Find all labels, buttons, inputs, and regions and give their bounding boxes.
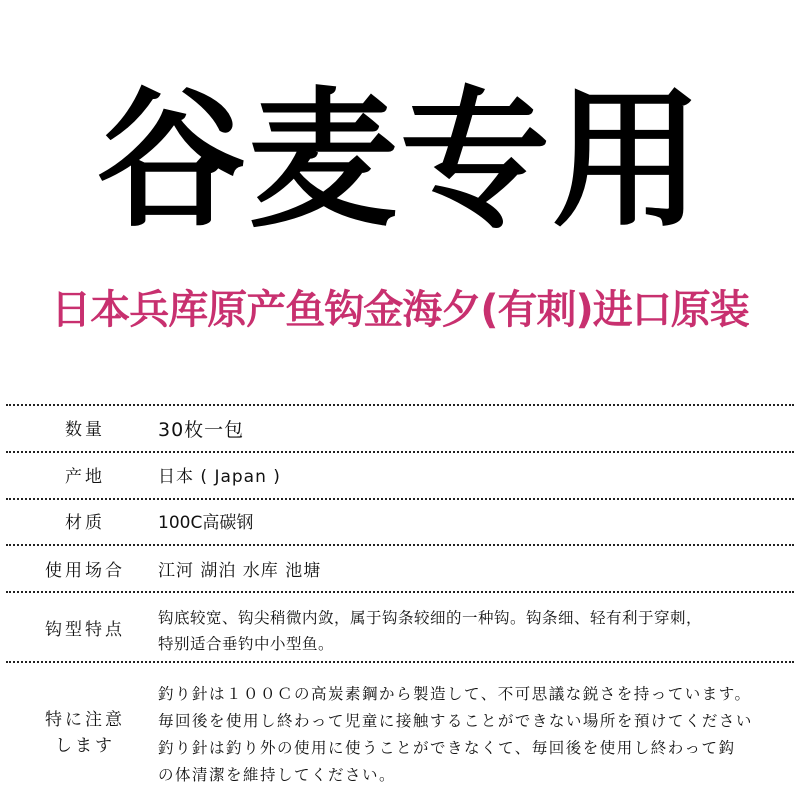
spec-value-line: 毎回後を使用し終わって児童に接触することができない場所を預けてください — [158, 712, 753, 730]
spec-label: 使用场合 — [45, 561, 125, 581]
row-divider — [6, 544, 794, 546]
row-divider — [6, 404, 794, 406]
spec-value-line: 钩底较宽、钩尖稍微内敛，属于钩条较细的一种钩。钩条细、轻有利于穿刺， — [158, 609, 703, 627]
spec-value: 江河 湖泊 水库 池塘 — [158, 561, 322, 581]
spec-value — [158, 605, 770, 657]
spec-label-line: 特に注意 — [45, 710, 125, 730]
spec-value-line: 釣り針は１００Ｃの高炭素鋼から製造して、不可思議な鋭さを持っています。 — [158, 685, 752, 703]
row-divider — [6, 498, 794, 500]
spec-value-line: 特别适合垂钓中小型鱼。 — [158, 635, 335, 653]
spec-label: 材质 — [65, 513, 105, 533]
spec-value-line: 釣り針は釣り外の使用に使うことができなくて、毎回後を使用し終わって鈎 — [158, 739, 736, 757]
spec-label — [0, 707, 170, 759]
spec-label-line: します — [55, 736, 115, 756]
spec-value: 100C高碳钢 — [158, 513, 254, 533]
row-divider — [6, 591, 794, 593]
spec-label: 产地 — [65, 467, 105, 487]
page-title: 谷麦专用 — [95, 74, 704, 248]
spec-label: 数量 — [65, 420, 105, 440]
spec-label: 钩型特点 — [45, 620, 125, 640]
spec-value: 日本 ( Japan ) — [158, 467, 281, 487]
spec-value — [158, 681, 770, 789]
spec-value: 30枚一包 — [158, 419, 245, 441]
row-divider — [6, 451, 794, 453]
product-subtitle: 日本兵库原产鱼钩金海夕(有刺)进口原装 — [51, 287, 749, 333]
spec-value-line: の体清潔を維持してください。 — [158, 766, 397, 784]
row-divider — [6, 661, 794, 663]
